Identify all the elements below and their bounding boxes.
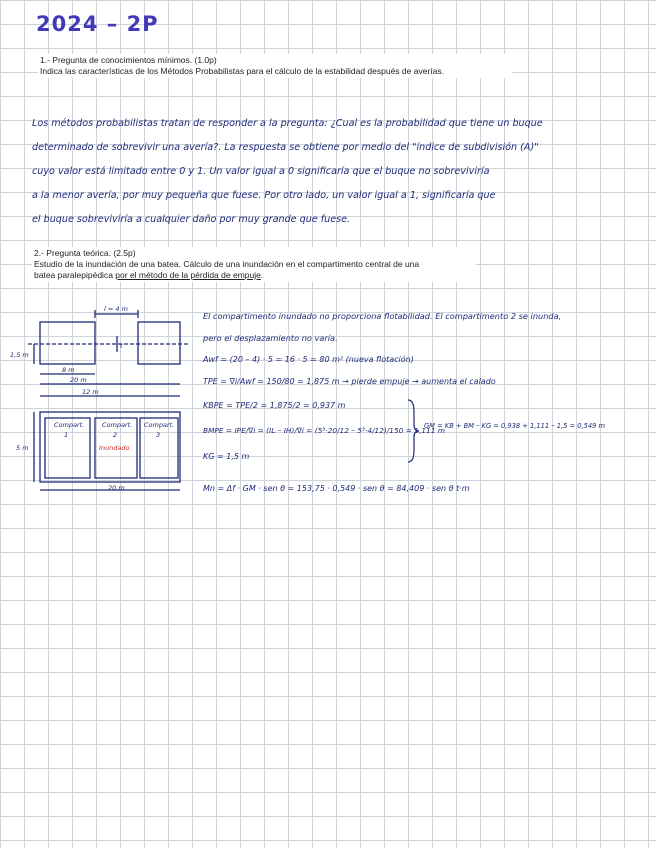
- method-underlined: por el método de la pérdida de empuje: [115, 270, 261, 280]
- label-20m-a: 20 m: [70, 376, 87, 384]
- label-comp-1-num: 1: [64, 431, 69, 439]
- label-l: l = 4 m: [104, 305, 128, 313]
- calc-kg: KG = 1,5 m: [203, 452, 250, 461]
- label-12m: 12 m: [82, 388, 99, 396]
- answer-1-line-5: el buque sobreviviría a cualquier daño por muy grande que fuese.: [32, 214, 351, 225]
- calc-mn: Mn = Δf · GM · sen θ = 153,75 · 0,549 · sen θ = 84,409 · sen θ t·m: [203, 484, 470, 493]
- answer-1-line-3: cuyo valor está limitado entre 0 y 1. Un valor igual a 0 significaría que el buque no sobreviviría: [32, 166, 490, 177]
- question-2: [32, 247, 476, 282]
- answer-2-line-1: El compartimento inundado no proporciona flotabilidad. El compartimento 2 se inunda,: [203, 311, 562, 321]
- calc-kb: KBPE = TPE/2 = 1,875/2 = 0,937 m: [203, 401, 346, 410]
- question-2-text-1: Estudio de la inundación de una batea. Cálculo de una inundación en el compartimento central de una: [34, 259, 420, 269]
- side-block-right: [138, 322, 180, 364]
- barge-diagram: [0, 300, 200, 500]
- label-comp-2-num: 2: [113, 431, 118, 439]
- label-8m: 8 m: [62, 366, 75, 374]
- calc-awf: Awf = (20 – 4) · 5 = 16 · 5 = 80 m² (nueva flotación): [203, 355, 414, 364]
- label-draft: 1,5 m: [10, 351, 29, 359]
- question-2-text-2: batea paralepipédica por el método de la pérdida de empuje.: [34, 270, 264, 280]
- label-breadth: 5 m: [16, 444, 29, 452]
- label-t: t: [120, 342, 123, 350]
- label-comp-3: Compart.: [144, 421, 175, 429]
- label-comp-3-num: 3: [156, 431, 161, 439]
- answer-1-line-2: determinado de sobrevivir una avería?. La respuesta se obtiene por medio del "índice de subdivisión (A)": [32, 142, 539, 153]
- answer-1-line-1: Los métodos probabilistas tratan de responder a la pregunta: ¿Cual es la probabilidad que tiene un buque: [32, 118, 543, 129]
- label-20m-b: 20 m: [108, 484, 125, 492]
- question-1: [38, 54, 512, 78]
- label-comp-1: Compart.: [54, 421, 85, 429]
- label-flooded: Inundado: [99, 444, 130, 452]
- answer-2-line-2: pero el desplazamiento no varía.: [203, 333, 338, 343]
- question-1-title: 1.- Pregunta de conocimientos mínimos. (1.0p): [40, 55, 217, 65]
- page-title: 2024 – 2P: [36, 12, 159, 36]
- answer-1-line-4: a la menor avería, por muy pequeña que fuese. Por otro lado, un valor igual a 1, significaría que: [32, 190, 496, 201]
- question-2-title: 2.- Pregunta teórica. (2.5p): [34, 248, 136, 258]
- curly-brace: [406, 398, 420, 464]
- calc-gm: GM = KB + BM – KG = 0,938 + 1,111 – 1,5 = 0,549 m: [424, 422, 606, 430]
- calc-tpe: TPE = ∇i/Awf = 150/80 = 1,875 m → pierde empuje → aumenta el calado: [203, 377, 496, 386]
- calc-bm: BMPE = IPE/∇i = (IL – IH)/∇i = (5³·20/12 – 5³·4/12)/150 = 1,111 m: [203, 426, 446, 435]
- label-comp-2: Compart.: [102, 421, 133, 429]
- side-block-left: [40, 322, 95, 364]
- question-1-text: Indica las características de los Métodos Probabilistas para el cálculo de la estabilidad después de averías.: [40, 66, 444, 76]
